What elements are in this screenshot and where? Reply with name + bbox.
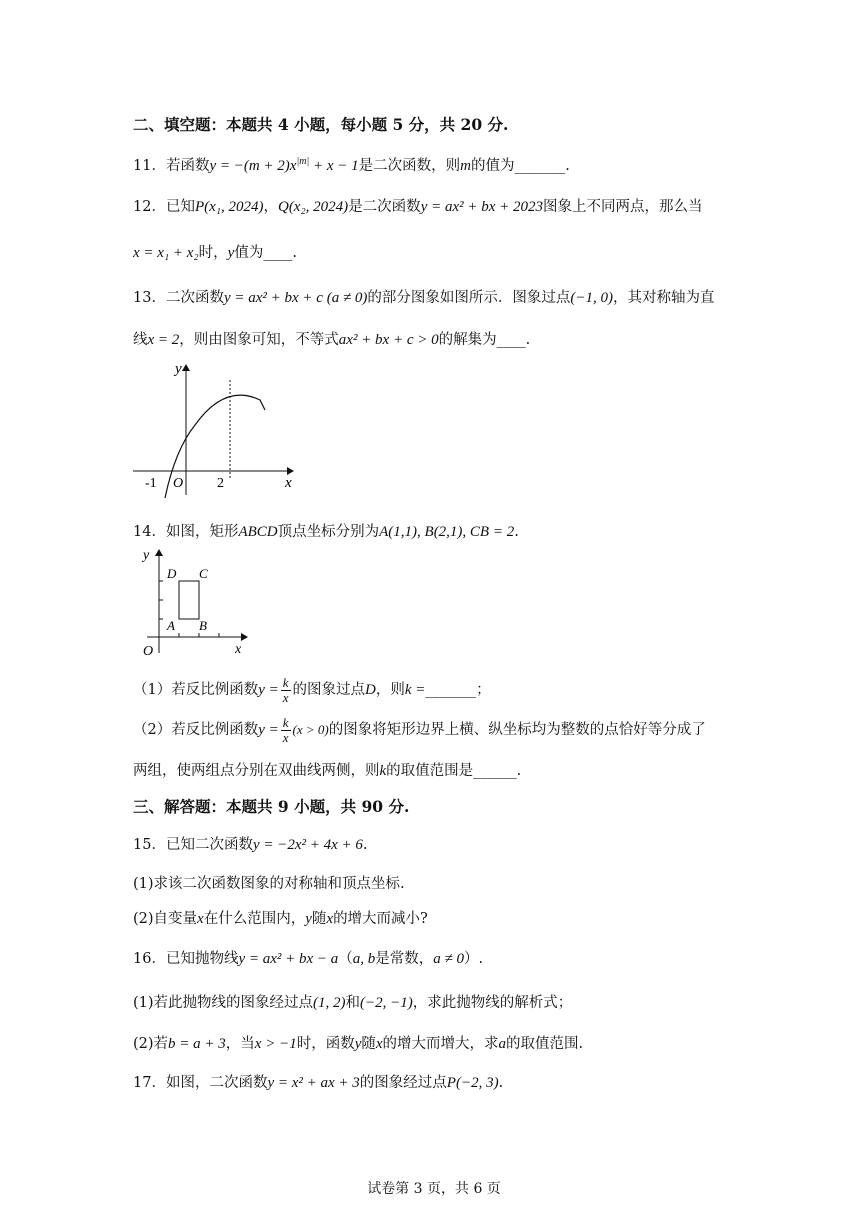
q13-prefix: 13．二次函数	[133, 290, 224, 306]
q14-label-d: D	[167, 566, 177, 581]
question-13-line2	[133, 330, 530, 350]
q13-line2-mid: ，则由图象可知，不等式	[179, 332, 339, 348]
q13-line2-prefix: 线	[133, 332, 148, 348]
q14-p1-prefix: （1）若反比例函数	[133, 682, 259, 698]
q13-neg-one-label: -1	[145, 476, 157, 491]
q12-prefix: 12．已知	[133, 199, 195, 215]
q14-p1-mid2: ，则	[375, 682, 405, 698]
q14-p1-frac-den: x	[282, 689, 289, 705]
question-12-line2	[133, 243, 297, 263]
question-15-part1: (1)求该二次函数图象的对称轴和顶点坐标.	[133, 876, 405, 892]
q16-p1-pt1: (1, 2)	[313, 995, 346, 1011]
q13-func: y = ax² + bx + c (a ≠ 0)	[223, 290, 368, 306]
q17-prefix: 17．如图，二次函数	[133, 1075, 268, 1091]
q16-p2-eq: b = a + 3	[168, 1036, 226, 1052]
question-17	[133, 1073, 503, 1093]
q14-p1-fraction	[281, 676, 291, 705]
q16-p2-cond: x > −1	[254, 1036, 297, 1052]
section2-title: 二、填空题：本题共 4 小题，每小题 5 分，共 20 分.	[133, 115, 509, 134]
q13-line2-suffix: 的解集为____.	[438, 332, 531, 348]
q15-p2-y: y	[305, 911, 312, 927]
q14-x-label: x	[235, 642, 242, 657]
q14-p1-mid: 的图象过点	[292, 682, 366, 698]
q11-var: m	[460, 157, 471, 174]
q11-formula-tail: + x − 1	[309, 157, 359, 174]
q14-p2-frac-num: k	[282, 714, 289, 730]
q13-ineq: ax² + bx + c > 0	[338, 332, 439, 348]
q16-p1-and: 和	[345, 995, 361, 1011]
q15-p2-mid2: 随	[311, 911, 327, 927]
question-15-part2	[133, 909, 428, 929]
q13-two-label: 2	[217, 476, 224, 491]
question-16	[133, 949, 483, 969]
q17-func: y = x² + ax + 3	[267, 1075, 360, 1091]
q16-p2-mid2: 时，函数	[296, 1036, 355, 1052]
q17-suffix: .	[498, 1075, 504, 1091]
q14-label-b: B	[199, 618, 207, 633]
q13-axis: x = 2	[147, 332, 180, 348]
q14-p1-point: D	[365, 682, 376, 698]
q14-mid: 顶点坐标分别为	[277, 524, 380, 540]
q16-p1-prefix: (1)若此抛物线的图象经过点	[133, 995, 314, 1011]
q15-prefix: 15．已知二次函数	[133, 837, 253, 853]
q14-p2-fraction	[281, 716, 291, 745]
question-14-line1	[133, 522, 519, 542]
q16-p2-x: x	[375, 1036, 383, 1052]
q14-p2-k: k	[379, 763, 387, 779]
q14-p2-suffix: 的图象将矩形边界上横、纵坐标均为整数的点恰好等分成了	[328, 722, 706, 738]
q13-x-label: x	[285, 475, 292, 491]
question-15	[133, 835, 368, 855]
question-14-part2	[133, 712, 706, 748]
q11-suffix: 的值为_______.	[470, 157, 570, 174]
q15-p2-suffix: 的增大而减小?	[333, 911, 428, 927]
q13-parabola-graph	[125, 355, 305, 500]
q11-prefix: 11．若函数	[133, 157, 210, 174]
q15-p2-prefix: (2)自变量	[133, 911, 198, 927]
q17-mid: 的图象经过点	[359, 1075, 447, 1091]
question-16-part1	[133, 993, 572, 1013]
q14-rectangle-graph	[135, 545, 255, 660]
question-13-line1	[133, 288, 715, 308]
q12-suffix: 图象上不同两点，那么当	[543, 199, 703, 215]
q12-func: y = ax² + bx + 2023	[420, 199, 544, 215]
q14-p2-cond: (x > 0)	[292, 722, 329, 737]
q13-point: (−1, 0)	[570, 290, 614, 306]
q13-suffix: ，其对称轴为直	[613, 290, 715, 306]
q14-prefix: 14．如图，矩形	[133, 524, 239, 540]
q15-suffix: .	[362, 837, 368, 853]
question-12-line1	[133, 197, 703, 217]
q14-suffix: .	[514, 524, 519, 540]
q14-p2-line2-prefix: 两组，使两组点分别在双曲线两侧，则	[133, 763, 380, 779]
q16-paren-close: ）.	[464, 951, 484, 967]
q14-p2-prefix: （2）若反比例函数	[133, 722, 259, 738]
q16-mid: 是常数，	[375, 951, 434, 967]
q14-origin-label: O	[143, 644, 154, 659]
question-14-part2-line2	[133, 761, 521, 781]
q16-ab: a, b	[352, 951, 376, 967]
q15-p2-mid: 在什么范围内，	[203, 911, 306, 927]
q16-p2-mid4: 的增大而增大，求	[382, 1036, 499, 1052]
q14-coords: A(1,1), B(2,1), CB = 2	[379, 524, 515, 540]
q15-p2-x: x	[197, 911, 204, 927]
q16-p2-prefix: (2)若	[133, 1036, 169, 1052]
q16-prefix: 16．已知抛物线	[133, 951, 239, 967]
q16-p2-mid3: 随	[361, 1036, 376, 1052]
section3-title: 三、解答题：本题共 9 小题，共 90 分.	[133, 797, 410, 816]
q16-p1-suffix: ，求此抛物线的解析式；	[412, 995, 573, 1011]
q16-p2-suffix: 的取值范围.	[506, 1036, 584, 1052]
q14-p1-k: k =	[404, 682, 426, 698]
q13-y-label: y	[175, 361, 182, 377]
q11-middle: 是二次函数，则	[358, 157, 461, 174]
question-16-part2	[133, 1034, 583, 1054]
q12-sep: ，	[263, 199, 278, 215]
q13-origin-label: O	[173, 476, 184, 491]
q14-p2-y: y =	[258, 722, 279, 738]
q12-q-point: Q(x₂, 2024)	[277, 199, 349, 215]
q15-p2-x2: x	[326, 911, 334, 927]
q14-p1-y: y =	[258, 682, 279, 698]
q12-mid: 是二次函数	[348, 199, 421, 215]
q15-func: y = −2x² + 4x + 6	[252, 837, 363, 853]
q16-p2-y: y	[354, 1036, 362, 1052]
q12-line2-suffix: 值为____.	[234, 245, 297, 261]
question-11	[133, 152, 570, 176]
q16-paren-open: （	[338, 951, 353, 967]
q12-p-point: P(x₁, 2024)	[194, 199, 264, 215]
q11-exponent: |m|	[296, 156, 310, 167]
q14-label-a: A	[167, 618, 175, 633]
q14-p2-frac-den: x	[282, 729, 289, 745]
q16-p2-mid: ，当	[225, 1036, 255, 1052]
q16-p2-a: a	[498, 1036, 507, 1052]
q12-line2-var: y	[227, 245, 235, 261]
q14-y-label: y	[143, 548, 150, 563]
q14-label-c: C	[199, 566, 208, 581]
q17-point: P(−2, 3)	[446, 1075, 499, 1091]
q12-line2-mid: 时，	[198, 245, 228, 261]
q13-mid: 的部分图象如图所示．图象过点	[367, 290, 571, 306]
q11-formula: y = −(m + 2)x	[209, 157, 297, 174]
q16-func: y = ax² + bx − a	[238, 951, 339, 967]
q14-rect: ABCD	[238, 524, 278, 540]
q16-p1-pt2: (−2, −1)	[360, 995, 413, 1011]
q14-p1-frac-num: k	[282, 674, 289, 690]
q16-cond: a ≠ 0	[433, 951, 465, 967]
q14-p2-line2-suffix: 的取值范围是______.	[386, 763, 522, 779]
q14-rectangle	[179, 581, 199, 619]
page-footer: 试卷第 3 页，共 6 页	[367, 1181, 501, 1197]
q14-p1-suffix: _______；	[425, 682, 491, 698]
q12-line2-formula: x = x₁ + x₂	[133, 245, 199, 261]
question-14-part1	[133, 672, 491, 708]
